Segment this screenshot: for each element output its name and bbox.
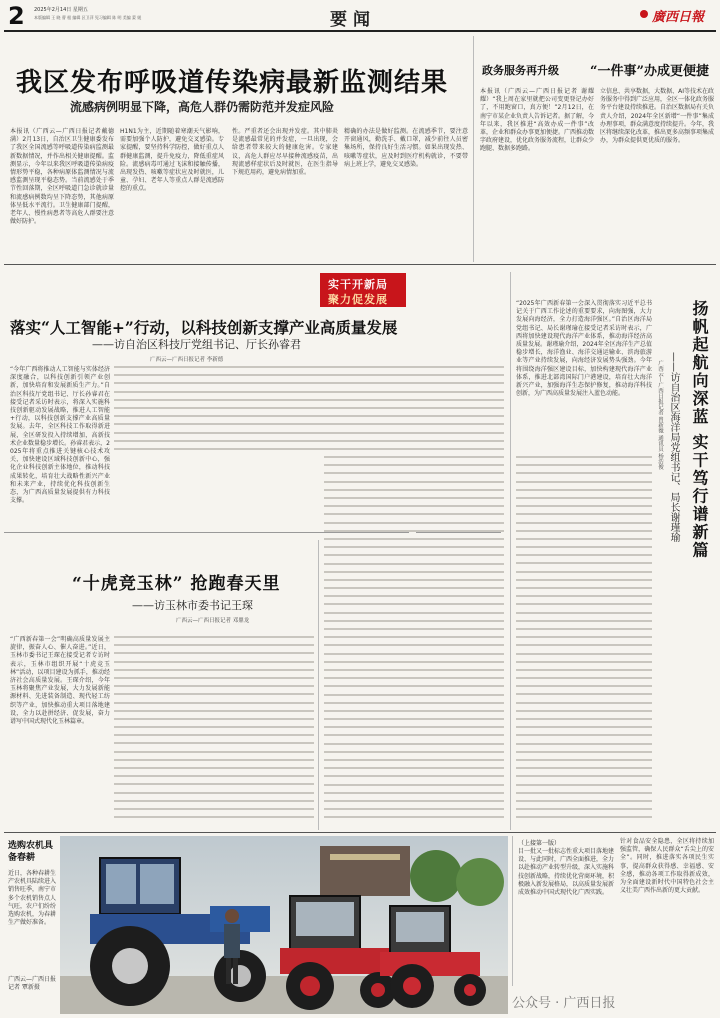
- article3-byline: 广西云—广西日报记者 曾新薇 通讯员 杨浩俊: [657, 360, 663, 470]
- banner-line1: 实干开新局: [328, 278, 388, 291]
- column-text-mid: [324, 366, 504, 826]
- article3-more-text: [516, 456, 652, 826]
- lead-headline: 我区发布呼吸道传染病最新监测结果: [16, 68, 449, 98]
- divider: [512, 836, 513, 986]
- article2-more-text: [114, 636, 314, 826]
- top-right-headline-b: “一件事”办成更便捷: [590, 64, 709, 79]
- top-right-body-col1: 本报讯（广西云—广西日报记者 谢耀耀）“我上周在家里就把公司变更登记办好了，不用跑窗口，真方便！”2月12日，在南宁市某企业负责人告诉记者。据了解，今年以来，我区推进“高效办成一件事”改革，企业和群众办事更加便捷。广西推动数字政府建设，优化政务服务流程，让群众少跑腿、数据多跑路。: [480, 88, 595, 153]
- lead-body-col4: 精确的办法是做好监测。在流感季节，要注意开窗通风，勤洗手、戴口罩，减少前往人员密集场所，保持良好生活习惯。如果出现发热、咳嗽等症状，应及时到医疗机构就诊，不要带病上班上学，避免交叉感染。: [344, 128, 468, 168]
- top-right-headline-a: 政务服务再升级: [482, 64, 559, 77]
- article1-headline: 落实“人工智能+”行动，以科技创新支撑产业高质量发展: [10, 318, 398, 337]
- watermark: 公众号 · 广西日报: [512, 996, 616, 1011]
- divider: [510, 272, 511, 830]
- article2-body: “广西新春第一会”明确高质量发展主旋律，振奋人心、催人奋进。”近日，玉林市委书记王琛在接受记者专访时表示，玉林市组织开展“十虎竞玉林”活动，以项目建设为抓手，推动经济社会高质量发展。王琛介绍，今年玉林将聚焦产业发展，大力发展新能源材料、先进装备制造、现代轻工纺织等产业，加快推动重大项目落地建设，全力以赴拼经济、促发展，奋力谱写中国式现代化玉林篇章。: [10, 636, 110, 726]
- article2-headline: “十虎竞玉林” 抢跑春天里: [72, 574, 281, 594]
- photo-caption-credit: 广西云—广西日报记者 覃新摄: [8, 976, 57, 992]
- lead-subheadline: 流感病例明显下降，高危人群仍需防范并发症风险: [70, 100, 335, 114]
- divider: [318, 540, 319, 830]
- article3-body: “2025年广西新春第一会深入贯彻落实习近平总书记关于广西工作论述的重要要求，向海图强，大力发展向海经济，全力打造海洋强区。”自治区海洋局党组书记、局长谢瑾瑜在接受记者采访时表示，广西将加快建设现代海洋产业体系，推动海洋经济高质量发展。谢瑾瑜介绍，2024年全区海洋生产总值稳步增长，海洋渔业、海洋交通运输业、滨海旅游业等产业持续发展，向海经济发展势头强劲。今年将围绕海洋强区建设目标，加快构建现代海洋产业体系，推进北部湾国际门户港建设，培育壮大海洋新兴产业，加强海洋生态保护修复，推动海洋科技创新，为广西高质量发展注入蓝色动能。: [516, 300, 652, 398]
- header-editors: 本版编辑 王 晓 曹 根 编辑 区卫萍 见习编辑 陈 明 美编 蒙 媛: [34, 15, 142, 20]
- lead-body-col3: 性。严重者还会出现并发症。其中肺炎是流感最常见的并发症，一旦出现，会给患者带来较大的健康危害。专家建议，高危人群应尽早接种流感疫苗，出现流感样症状后及时就医，在医生指导下规范用药，避免病情加重。: [232, 128, 338, 177]
- header-date: 2025年2月14日 星期五: [34, 7, 88, 13]
- tractor-scene: [60, 836, 508, 1014]
- photo-caption-body: 近日，各种春耕生产农机具陆续进入销售旺季，南宁市多个农机销售点人气旺，农户们纷纷选购农机，为春耕生产做好准备。: [8, 870, 57, 927]
- section-rule: [4, 264, 716, 265]
- bottom-right-label: （上接第一版）: [518, 840, 561, 847]
- page-number: 2: [8, 2, 25, 30]
- photo-caption-title: 选购农机具 备春耕: [8, 841, 54, 863]
- tractor-photo: [60, 836, 508, 1014]
- section-title: 要闻: [330, 10, 376, 30]
- page-header: [0, 0, 720, 32]
- article3-headline: 扬帆起航向深蓝 实干笃行谱新篇: [690, 300, 709, 560]
- paper-name: 廣西日報: [652, 10, 705, 25]
- divider: [473, 36, 474, 262]
- top-right-body-col2: 立信息、共享数据，大数据、AI等技术在政务服务中得到广泛应用，全区一体化政务服务平台建设持续推进。自治区数据局有关负责人介绍，2024年全区新增“一件事”集成办理事项，群众满意度持续提升。今年，我区将继续深化改革，推出更多高频事项集成办，为群众提供更优质的服务。: [600, 88, 715, 145]
- article3-subhead: ——访自治区海洋局党组书记、局长谢瑾瑜: [668, 352, 679, 542]
- article2-byline: 广西云—广西日报记者 邓鼎龙: [176, 618, 250, 624]
- article1-subhead: ——访自治区科技厅党组书记、厅长孙睿君: [92, 338, 301, 351]
- article1-byline: 广西云—广西日报记者 李新德: [150, 357, 224, 363]
- bottom-right-body-col1: 目一批又一批标志性重大项目落地建设、与此同时，广西全面推进，全力以赴推动产业转型升级，深入实施科技创新战略，持续优化营商环境，积极融入新发展格局，以高质量发展新成效推动中国式现代化广西实践。: [518, 848, 615, 897]
- article1-body: “今年广西将推动人工智能与实体经济深度融合，以科技创新引领产业创新，加快培育和发展新质生产力。”自治区科技厅党组书记、厅长孙睿君在接受记者采访时表示，将深入实施科技创新驱动发展战略，推进人工智能+行动，以科技创新支撑产业高质量发展。去年，全区科技工作取得新进展，全区研发投入持续增加，高新技术企业数量稳步增长。孙睿君表示，2025年将重点推进关键核心技术攻关，加快建设区域科技创新中心，强化企业科技创新主体地位，推动科技成果转化，培育壮大战略性新兴产业和未来产业，持续优化科技创新生态，为广西高质量发展提供有力科技支撑。: [10, 366, 110, 505]
- header-rule: [4, 30, 716, 32]
- banner-line2: 聚力促发展: [328, 293, 388, 306]
- lead-body-col1: 本报讯（广西云—广西日报记者戴德满）2月13日，自治区卫生健康委发布了我区全国流感等呼吸道传染病监测最新数据情况，并作出相关健康提醒。监测显示，今年以来我区呼吸道传染病疫情形势平稳，各种病原体监测情况与流感监测呈现平稳态势。当前流感处于季节性回落期，全区呼吸道门急诊就诊量和流感病例数均呈下降态势，其他病原体呈低水平流行。卫生健康部门提醒，老年人、慢性病患者等高危人群要注意做好防护。: [10, 128, 114, 226]
- paper-logo-mark: [640, 10, 648, 18]
- lead-body-col2: H1N1为主，近期随着寒潮天气影响，需要加强个人防护，避免交叉感染。专家提醒，要坚持科学防控，做好重点人群健康监测，提升免疫力，降低重症风险。流感病毒可通过飞沫和接触传播，出现发热、咳嗽等症状应及时就医，儿童、孕妇、老年人等重点人群是流感防控的重点。: [120, 128, 224, 193]
- photo-rule: [4, 832, 716, 833]
- section-banner: [320, 273, 406, 307]
- article2-subhead: ——访玉林市委书记王琛: [132, 599, 253, 612]
- bottom-right-body-col2: 针对食品安全隐患，全区将持续加强监管，确保人民群众“舌尖上的安全”。同时，推进落实各项民生实事，提高群众获得感、幸福感、安全感，推动各项工作取得新成效，为全面建设新时代中国特色社会主义壮美广西作出新的更大贡献。: [620, 838, 714, 895]
